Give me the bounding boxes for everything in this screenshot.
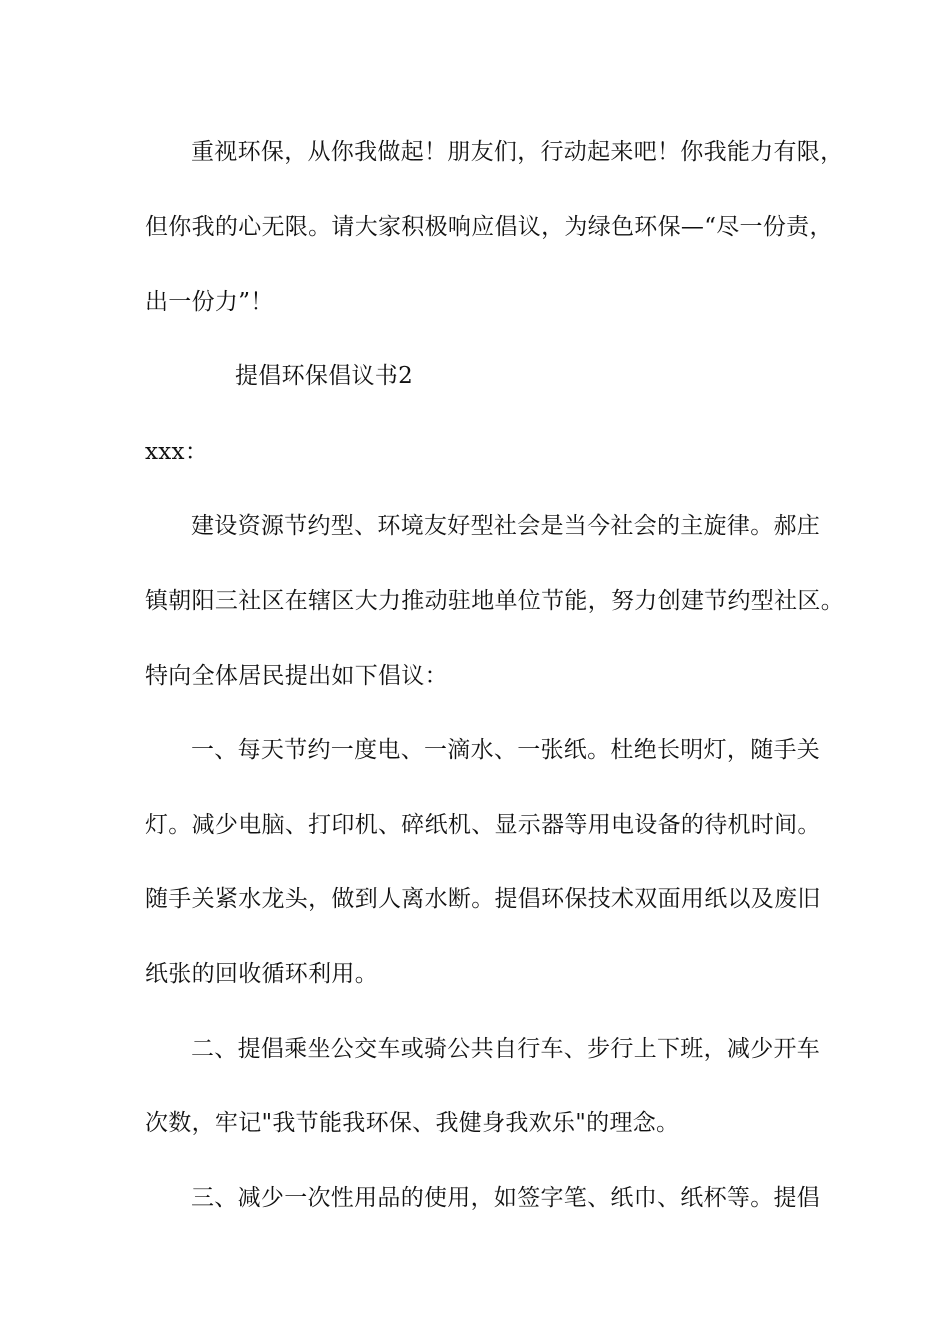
salutation: xxx： <box>145 439 209 465</box>
paragraph-5-line-1: 三、减少一次性用品的使用，如签字笔、纸巾、纸杯等。提倡 <box>191 1185 821 1211</box>
paragraph-4-line-1: 二、提倡乘坐公交车或骑公共自行车、步行上下班，减少开车 <box>191 1036 821 1062</box>
paragraph-4-line-2: 次数，牢记"我节能我环保、我健身我欢乐"的理念。 <box>145 1110 680 1136</box>
paragraph-3-line-2: 灯。减少电脑、打印机、碎纸机、显示器等用电设备的待机时间。 <box>145 812 821 838</box>
paragraph-3-line-1: 一、每天节约一度电、一滴水、一张纸。杜绝长明灯，随手关 <box>191 737 821 763</box>
paragraph-2-line-3: 特向全体居民提出如下倡议： <box>145 663 448 689</box>
paragraph-3-line-3: 随手关紧水龙头，做到人离水断。提倡环保技术双面用纸以及废旧 <box>145 886 821 912</box>
paragraph-2-line-1: 建设资源节约型、环境友好型社会是当今社会的主旋律。郝庄 <box>191 513 821 539</box>
paragraph-1-line-3: 出一份力”！ <box>145 289 274 315</box>
paragraph-1-line-2: 但你我的心无限。请大家积极响应倡议，为绿色环保—“尽一份责， <box>145 214 833 240</box>
paragraph-3-line-4: 纸张的回收循环利用。 <box>145 961 378 987</box>
document-title: 提倡环保倡议书2 <box>235 363 414 389</box>
paragraph-2-line-2: 镇朝阳三社区在辖区大力推动驻地单位节能，努力创建节约型社区。 <box>145 588 844 614</box>
paragraph-1-line-1: 重视环保，从你我做起！朋友们，行动起来吧！你我能力有限， <box>191 139 844 165</box>
